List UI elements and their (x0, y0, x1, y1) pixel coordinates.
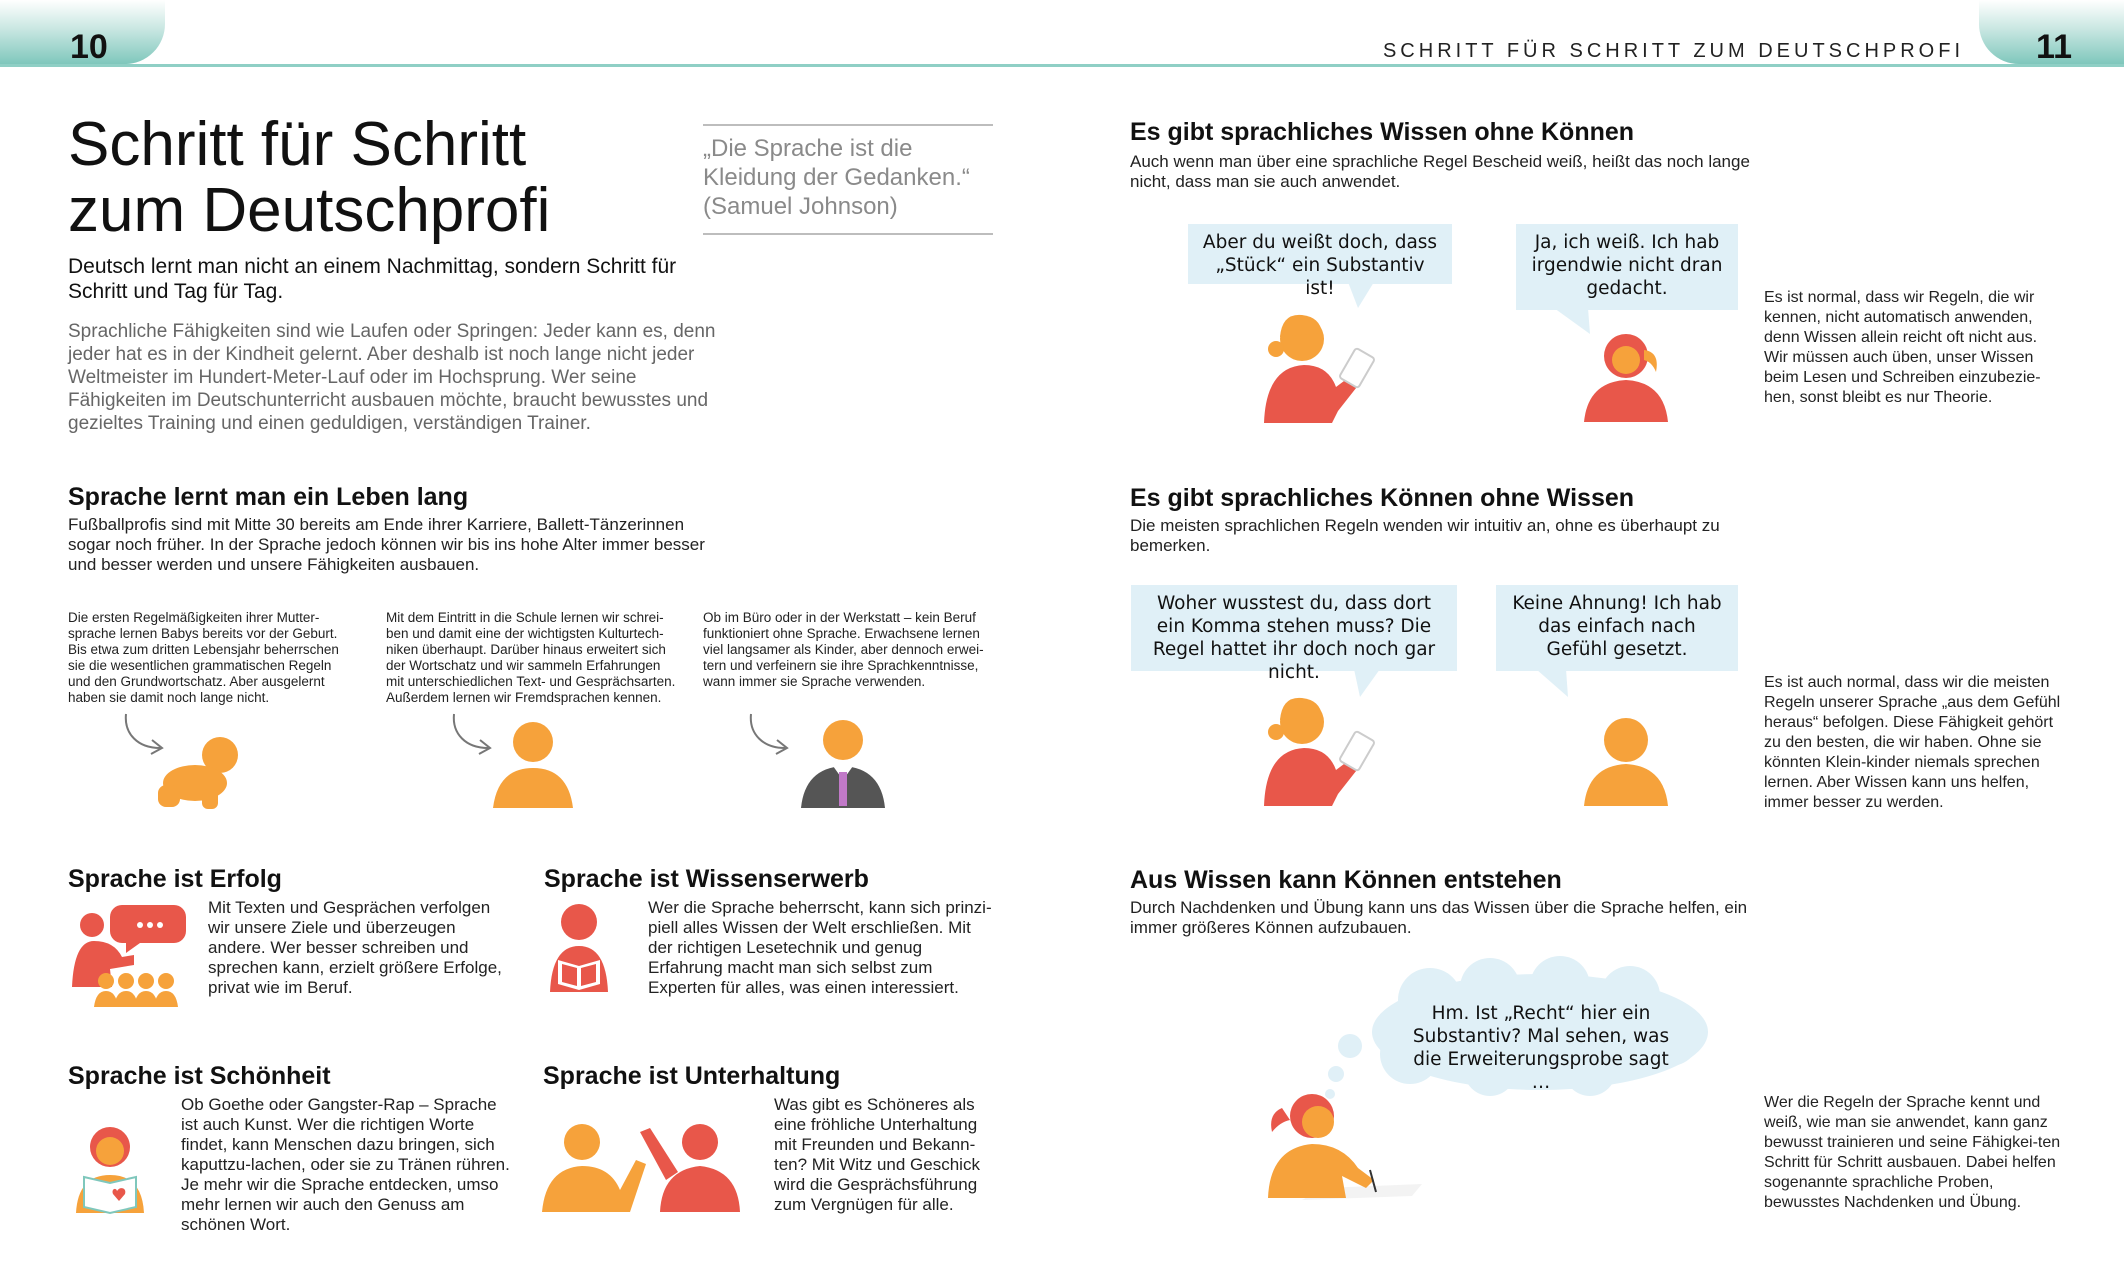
text-knowledge-to-skill: Durch Nachdenken und Übung kann uns das Wissen über die Sprache helfen, ein immer größeres Können aufzubauen. (1130, 898, 1748, 937)
bubble-tail (1536, 669, 1576, 699)
text-work: Ob im Büro oder in der Werkstatt – kein Beruf funktioniert ohne Sprache. Erwachsene lernen viel langsamer als Kinder, aber dennoch erwei-tern und verfeinern sie ihre Sprachkenntnisse, wann immer sie Sprache verwenden. (703, 610, 984, 689)
quote-line-1: „Die Sprache ist die (703, 135, 913, 162)
running-title: SCHRITT FÜR SCHRITT ZUM DEUTSCHPROFI (1382, 40, 1964, 62)
thought-text: Hm. Ist „Recht“ hier ein Substantiv? Mal sehen, was die Erweiterungsprobe sagt … (1412, 1003, 1670, 1093)
side-note-2: Es ist auch normal, dass wir die meisten Regeln unserer Sprache „aus dem Gefühl heraus“ befolgen. Diese Fähigkeit gehört zu den besten, die wir haben. Ohne sie könnten Klein-kinder niemals sprechen lernen. Aber Wissen kann uns helfen, immer besser zu werden. (1764, 674, 2061, 811)
speech-bubble-answer-1: Ja, ich weiß. Ich hab irgendwie nicht dran gedacht. (1516, 224, 1738, 310)
page-title (68, 112, 708, 244)
intro-text: Sprachliche Fähigkeiten sind wie Laufen oder Springen: Jeder kann es, denn jeder hat es in der Kindheit gelernt. Aber deshalb ist noch lange nicht jeder Weltmeister im Hundert-Meter-Lauf oder im Hochsprung. Wer seine Fähigkeiten im Deutschunterricht ausbauen möchte, braucht bewusstes und gezieltes Training und einen geduldigen, verständigen Trainer. (68, 321, 716, 434)
lead-text: Deutsch lernt man nicht an einem Nachmittag, sondern Schritt für Schritt und Tag für Tag. (68, 255, 677, 303)
teacher-icon (1262, 315, 1392, 425)
reader-icon (544, 902, 614, 997)
quote-box (703, 124, 993, 235)
arrow-icon (745, 710, 805, 760)
teacher-icon (1262, 698, 1392, 808)
title-line-1: Schritt für Schritt (68, 110, 527, 179)
text-baby: Die ersten Regelmäßigkeiten ihrer Mutter-sprache lernen Babys bereits vor der Geburt. Bis etwa zum dritten Lebensjahr beherrschen sie die wesentlichen grammatischen Regeln und den Grundwortschatz. Aber ausgelernt haben sie damit noch lange nicht. (68, 610, 339, 705)
text-beauty: Ob Goethe oder Gangster-Rap – Sprache ist auch Kunst. Wer die richtigen Worte findet, kann Menschen dazu bringen, sich kaputtzu-lachen, oder sie zu Tränen rühren. Je mehr wir die Sprache entdecken, umso mehr lernen wir auch den Genuss am schönen Wort. (181, 1095, 510, 1234)
heading-beauty: Sprache ist Schönheit (68, 1062, 331, 1090)
quote-line-2: Kleidung der Gedanken.“ (703, 164, 970, 191)
girl-reading-icon (70, 1125, 150, 1215)
speech-bubble-question-2: Woher wusstest du, dass dort ein Komma stehen muss? Die Regel hattet ihr doch noch gar nicht. (1131, 585, 1457, 671)
child-icon (488, 720, 578, 810)
heading-skill-without-knowledge: Es gibt sprachliches Können ohne Wissen (1130, 484, 1635, 512)
heading-knowledge-without-skill: Es gibt sprachliches Wissen ohne Können (1130, 118, 1635, 146)
bubble-tail (1354, 669, 1384, 699)
page-number-left: 10 (70, 28, 108, 66)
pupil-icon (1582, 716, 1674, 808)
heading-success: Sprache ist Erfolg (68, 865, 282, 893)
bubble-tail (1348, 282, 1378, 312)
text-knowledge: Wer die Sprache beherrscht, kann sich prinzi-piell alles Wissen der Welt erschließen. Mit der richtigen Lesetechnik und genug Erfahrung macht man sich selbst zum Experten für alles, was einen interessiert. (648, 898, 992, 997)
side-note-3: Wer die Regeln der Sprache kennt und weiß, wie man sie anwendet, kann ganz bewusst trainieren und seine Fähigkei-ten Schritt für Schritt ausbauen. Dabei helfen sogenannte sprachliche Proben, bewusstes Nachdenken und Übung. (1764, 1094, 2061, 1211)
speech-bubble-question-1: Aber du weißt doch, dass „Stück“ ein Substantiv ist! (1188, 224, 1452, 284)
text-knowledge-without-skill: Auch wenn man über eine sprachliche Regel Bescheid weiß, heißt das noch lange nicht, dass man sie auch anwendet. (1130, 152, 1750, 191)
heading-entertainment: Sprache ist Unterhaltung (543, 1062, 841, 1090)
text-lifelong: Fußballprofis sind mit Mitte 30 bereits am Ende ihrer Karriere, Ballett-Tänzerinnen sogar noch früher. In der Sprache jedoch können wir bis ins hohe Alter immer besser und besser werden und unsere Fähigkeiten ausbauen. (68, 515, 705, 574)
side-note-1: Es ist normal, dass wir Regeln, die wir kennen, nicht automatisch anwenden, denn Wissen allein reicht oft nicht aus. Wir müssen auch üben, unser Wissen beim Lesen und Schreiben einzubezie-hen, sonst bleibt es nur Theorie. (1764, 289, 2041, 406)
speech-bubble-answer-2: Keine Ahnung! Ich hab das einfach nach Gefühl gesetzt. (1496, 585, 1738, 671)
conversation-icon (540, 1120, 770, 1215)
pupil-icon (1582, 332, 1674, 424)
title-line-2: zum Deutschprofi (68, 176, 551, 245)
speaker-audience-icon (70, 895, 190, 1010)
quote-author: (Samuel Johnson) (703, 193, 898, 220)
header-rule (0, 64, 2124, 67)
text-entertainment: Was gibt es Schöneres als eine fröhliche Unterhaltung mit Freunden und Bekann-ten? Mit Witz und Geschick wird die Gesprächsführung zum Vergnügen für alle. (774, 1095, 980, 1214)
page-number-right: 11 (2036, 28, 2072, 66)
text-school: Mit dem Eintritt in die Schule lernen wir schrei-ben und damit eine der wichtigsten Kulturtech-niken überhaupt. Darüber hinaus erweitert sich der Wortschatz und wir sammeln Erfahrungen mit unterschiedlichen Text- und Gesprächsarten. Außerdem lernen wir Fremdsprachen kennen. (386, 610, 676, 705)
heading-knowledge-to-skill: Aus Wissen kann Können entstehen (1130, 866, 1562, 894)
writing-girl-icon (1262, 1088, 1422, 1208)
baby-icon (150, 735, 245, 810)
heading-knowledge: Sprache ist Wissenserwerb (544, 865, 869, 893)
text-skill-without-knowledge: Die meisten sprachlichen Regeln wenden wir intuitiv an, ohne es überhaupt zu bemerken. (1130, 516, 1720, 555)
heading-lifelong: Sprache lernt man ein Leben lang (68, 483, 469, 511)
text-success: Mit Texten und Gesprächen verfolgen wir unsere Ziele und überzeugen andere. Wer besser schreiben und sprechen kann, erzielt größere Erfolge, privat wie im Beruf. (208, 898, 502, 997)
businessman-icon (797, 718, 889, 810)
